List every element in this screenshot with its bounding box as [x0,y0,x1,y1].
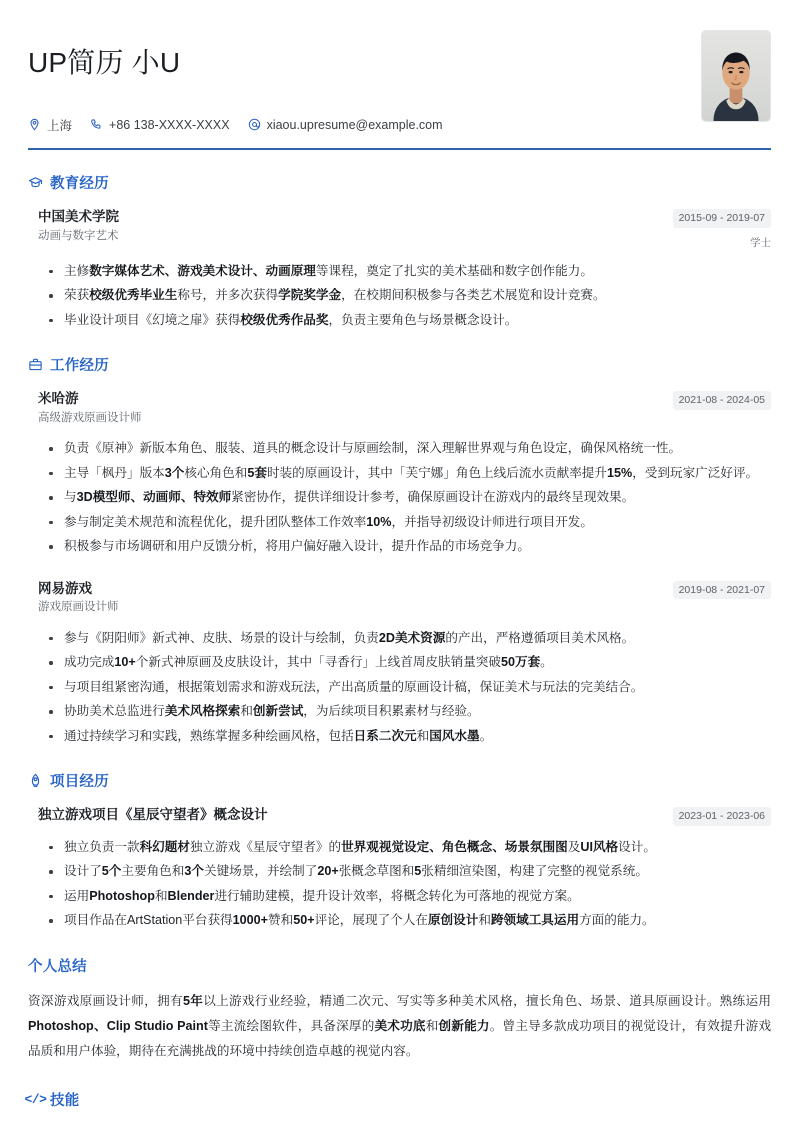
entry-main [38,805,659,825]
entry-meta [673,579,771,600]
bullet-item: 成功完成10+个新式神原画及皮肤设计，其中「寻香行」上线首周皮肤销量突破50万套。 [42,650,771,675]
entry-bullets [38,626,771,749]
section-skills [24,1089,771,1110]
contact-row [28,116,681,134]
bullet-item: 参与制定美术规范和流程优化，提升团队整体工作效率10%，并指导初级设计师进行项目开发。 [42,510,771,535]
bullet-item: 参与《阴阳师》新式神、皮肤、场景的设计与绘制，负责2D美术资源的产出，严格遵循项目美术风格。 [42,626,771,651]
entry-top [38,805,771,826]
contact-phone [90,118,230,132]
section-summary-title: 个人总结 [28,959,87,976]
bullet-item: 项目作品在ArtStation平台获得1000+赞和50+评论，展现了个人在原创设计和跨领域工具运用方面的能力。 [42,908,771,933]
entry-bullets [38,436,771,559]
section-skills-header [24,1089,771,1110]
phone-icon [90,118,103,131]
education-entry [28,207,771,332]
section-education-header [28,172,771,193]
bullet-item: 协助美术总监进行美术风格探索和创新尝试，为后续项目积累素材与经验。 [42,699,771,724]
bullet-item: 负责《原神》新版本角色、服装、道具的概念设计与原画绘制，深入理解世界观与角色设定，确保风格统一性。 [42,436,771,461]
contact-location [28,116,72,134]
date-badge: 2015-09 - 2019-07 [673,209,771,228]
bullet-item: 主导「枫丹」版本3个核心角色和5套时装的原画设计，其中「芙宁娜」角色上线后流水贡献率提升15%，受到玩家广泛好评。 [42,461,771,486]
contact-location-text: 上海 [47,118,73,133]
section-projects-header [28,770,771,791]
bullet-item: 主修数字媒体艺术、游戏美术设计、动画原理等课程，奠定了扎实的美术基础和数字创作能力。 [42,259,771,284]
entry-meta [673,389,771,410]
rocket-icon [28,773,43,788]
entry-main [38,579,659,617]
project-entry [28,805,771,933]
entry-title: 网易游戏 [38,580,92,596]
entry-main [38,389,659,427]
section-work-body [28,389,771,748]
bullet-item: 毕业设计项目《幻境之扉》获得校级优秀作品奖，负责主要角色与场景概念设计。 [42,308,771,333]
section-education [28,172,771,332]
entry-meta [673,805,771,826]
header-left [28,30,681,134]
bullet-item: 设计了5个主要角色和3个关键场景，并绘制了20+张概念草图和5张精细渲染图，构建了完整的视觉系统。 [42,859,771,884]
summary-text: 资深游戏原画设计师，拥有5年以上游戏行业经验，精通二次元、写实等多种美术风格，擅长角色、场景、道具原画设计。熟练运用Photoshop、Clip Studio Paint等主流绘图软件，具备深厚的美术功底和创新能力。曾主导多款成功项目的视觉设计，有效提升游戏品质和用户体验，期待在充满挑战的环境中持续创造卓越的视觉内容。 [28,994,772,1059]
section-work [28,354,771,748]
section-projects [28,770,771,933]
entry-bullets [38,259,771,333]
header-divider [28,148,771,151]
email-at-icon [248,118,261,131]
section-work-header [28,354,771,375]
entry-top [38,389,771,427]
resume-header [28,30,771,134]
section-summary [28,955,771,1065]
graduation-cap-icon [28,175,43,190]
work-entry [28,389,771,559]
entry-top [38,207,771,250]
work-entry [28,579,771,749]
entry-title: 米哈游 [38,391,79,407]
section-education-title: 教育经历 [50,176,109,193]
bullet-item: 积极参与市场调研和用户反馈分析，将用户偏好融入设计，提升作品的市场竞争力。 [42,534,771,559]
contact-email [248,118,443,132]
degree-label: 学士 [750,236,771,249]
bullet-item: 通过持续学习和实践，熟练掌握多种绘画风格，包括日系二次元和国风水墨。 [42,724,771,749]
date-badge: 2019-08 - 2021-07 [673,581,771,600]
date-badge: 2021-08 - 2024-05 [673,391,771,410]
section-education-body [28,207,771,332]
entry-top [38,579,771,617]
contact-email-text: xiaou.upresume@example.com [266,117,443,132]
entry-meta [673,207,771,250]
entry-subtitle: 游戏原画设计师 [38,601,119,614]
page-title: UP简历 小U [28,47,181,78]
briefcase-icon [28,357,43,372]
section-skills-title: 技能 [50,1092,80,1109]
bullet-item: 与项目组紧密沟通，根据策划需求和游戏玩法，产出高质量的原画设计稿，保证美术与玩法的完美结合。 [42,675,771,700]
entry-subtitle: 动画与数字艺术 [38,229,119,242]
entry-bullets [38,835,771,933]
entry-title: 独立游戏项目《星辰守望者》概念设计 [38,807,268,823]
entry-subtitle: 高级游戏原画设计师 [38,411,142,424]
bullet-item: 与3D模型师、动画师、特效师紧密协作，提供详细设计参考，确保原画设计在游戏内的最终呈现效果。 [42,485,771,510]
section-projects-body [28,805,771,933]
entry-main [38,207,659,245]
section-work-title: 工作经历 [50,358,109,375]
avatar [701,30,771,122]
contact-phone-text: +86 138-XXXX-XXXX [109,117,230,132]
section-projects-title: 项目经历 [50,774,109,791]
bullet-item: 独立负责一款科幻题材独立游戏《星辰守望者》的世界观视觉设定、角色概念、场景氛围图及UI风格设计。 [42,835,771,860]
bullet-item: 荣获校级优秀毕业生称号，并多次获得学院奖学金，在校期间积极参与各类艺术展览和设计竞赛。 [42,283,771,308]
code-brackets-icon: </> [24,1091,47,1107]
bullet-item: 运用Photoshop和Blender进行辅助建模，提升设计效率，将概念转化为可落地的视觉方案。 [42,884,771,909]
entry-title: 中国美术学院 [38,209,119,225]
location-pin-icon [28,118,41,131]
date-badge: 2023-01 - 2023-06 [673,807,771,826]
